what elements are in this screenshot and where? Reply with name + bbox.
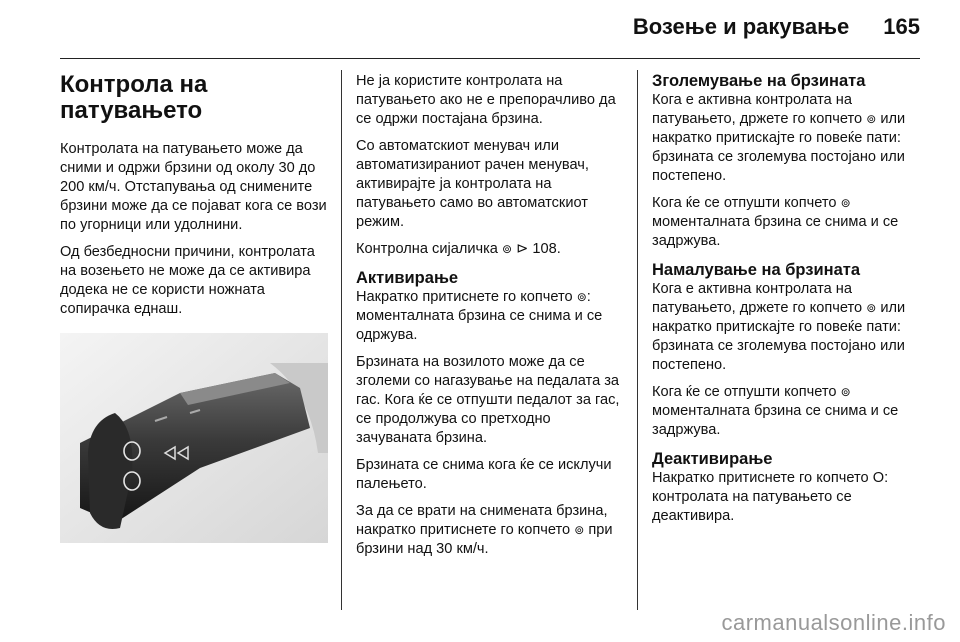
- paragraph-control-light: Контролна сијаличка ⊚ ⊳ 108.: [356, 241, 561, 257]
- heading-activate: Активирање: [356, 269, 459, 287]
- paragraph: Со автоматскиот менувач или автоматизираниот рачен менувач, активирајте ја контролата на патувањето само во автоматскиот режим.: [356, 138, 589, 230]
- paragraph: За да се врати на снимената брзина, накратко притиснете го копчето ⊚ при брзини над 30 км/ч.: [356, 503, 613, 557]
- paragraph: Кога е активна контролата на патувањето, држете го копчето ⊚ или накратко притискајте го повеќе пати: брзината се зголемува постојано или постепено.: [652, 92, 906, 184]
- cruise-control-icon: ⊚: [501, 242, 513, 256]
- page-header: [633, 14, 920, 40]
- cruise-control-stalk-image: [60, 333, 328, 543]
- heading-decrease-speed: Намалување на брзината: [652, 261, 861, 279]
- column-2: [356, 72, 628, 567]
- cruise-speed-up-icon: ⊚: [576, 290, 587, 304]
- paragraph: Не ја користите контролата на патувањето ако не е препорачливо да се одржи постајана брзина.: [356, 73, 616, 127]
- watermark: carmanualsonline.info: [721, 610, 946, 635]
- cruise-speed-up-icon: ⊚: [866, 112, 877, 126]
- heading-increase-speed: Зголемување на брзината: [652, 72, 866, 90]
- paragraph: Накратко притиснете го копчето O: контролата на патувањето се деактивира.: [652, 470, 889, 524]
- paragraph: Брзината на возилото може да се зголеми со нагазување на педалата за гас. Кога ќе се отпушти педалот за гас, се продолжува со претходно зачуваната брзина.: [356, 354, 620, 446]
- stalk-illustration: [60, 333, 328, 543]
- paragraph: Накратко притиснете го копчето ⊚: моменталната брзина се снима и се одржува.: [356, 289, 603, 343]
- column-divider-2: [637, 70, 638, 610]
- header-rule: [60, 58, 920, 59]
- column-3: [652, 72, 927, 534]
- page-reference-arrow-icon: ⊳: [516, 241, 529, 257]
- heading-deactivate: Деактивирање: [652, 450, 773, 468]
- cruise-speed-down-icon: ⊚: [840, 385, 851, 399]
- section-heading-cruise-control: Контрола на патувањето: [60, 71, 208, 124]
- page-number: 165: [883, 14, 920, 39]
- column-1: [60, 72, 328, 543]
- paragraph: Брзината се снима кога ќе се исклучи палењето.: [356, 457, 612, 492]
- cruise-speed-up-icon: ⊚: [840, 196, 851, 210]
- paragraph: Кога ќе се отпушти копчето ⊚ моменталната брзина се снима и се задржува.: [652, 195, 899, 249]
- paragraph: Кога ќе се отпушти копчето ⊚ моменталната брзина се снима и се задржува.: [652, 384, 899, 438]
- column-divider-1: [341, 70, 342, 610]
- cruise-speed-down-icon: ⊚: [574, 523, 585, 537]
- header-title: Возење и ракување: [632, 14, 850, 39]
- paragraph: Кога е активна контролата на патувањето, држете го копчето ⊚ или накратко притискајте го повеќе пати: брзината се зголемува постојано или постепено.: [652, 281, 906, 373]
- cruise-speed-down-icon: ⊚: [866, 301, 877, 315]
- paragraph: Од безбедносни причини, контролата на возењето не може да се активира додека не се користи ножната сопирачка еднаш.: [60, 244, 315, 317]
- cruise-off-icon: O: [872, 470, 885, 486]
- paragraph: Контролата на патувањето може да сними и одржи брзини од околу 30 до 200 км/ч. Отстапувања од снимените брзини може да се појават кога се вози по угорници или удолнини.: [60, 141, 327, 233]
